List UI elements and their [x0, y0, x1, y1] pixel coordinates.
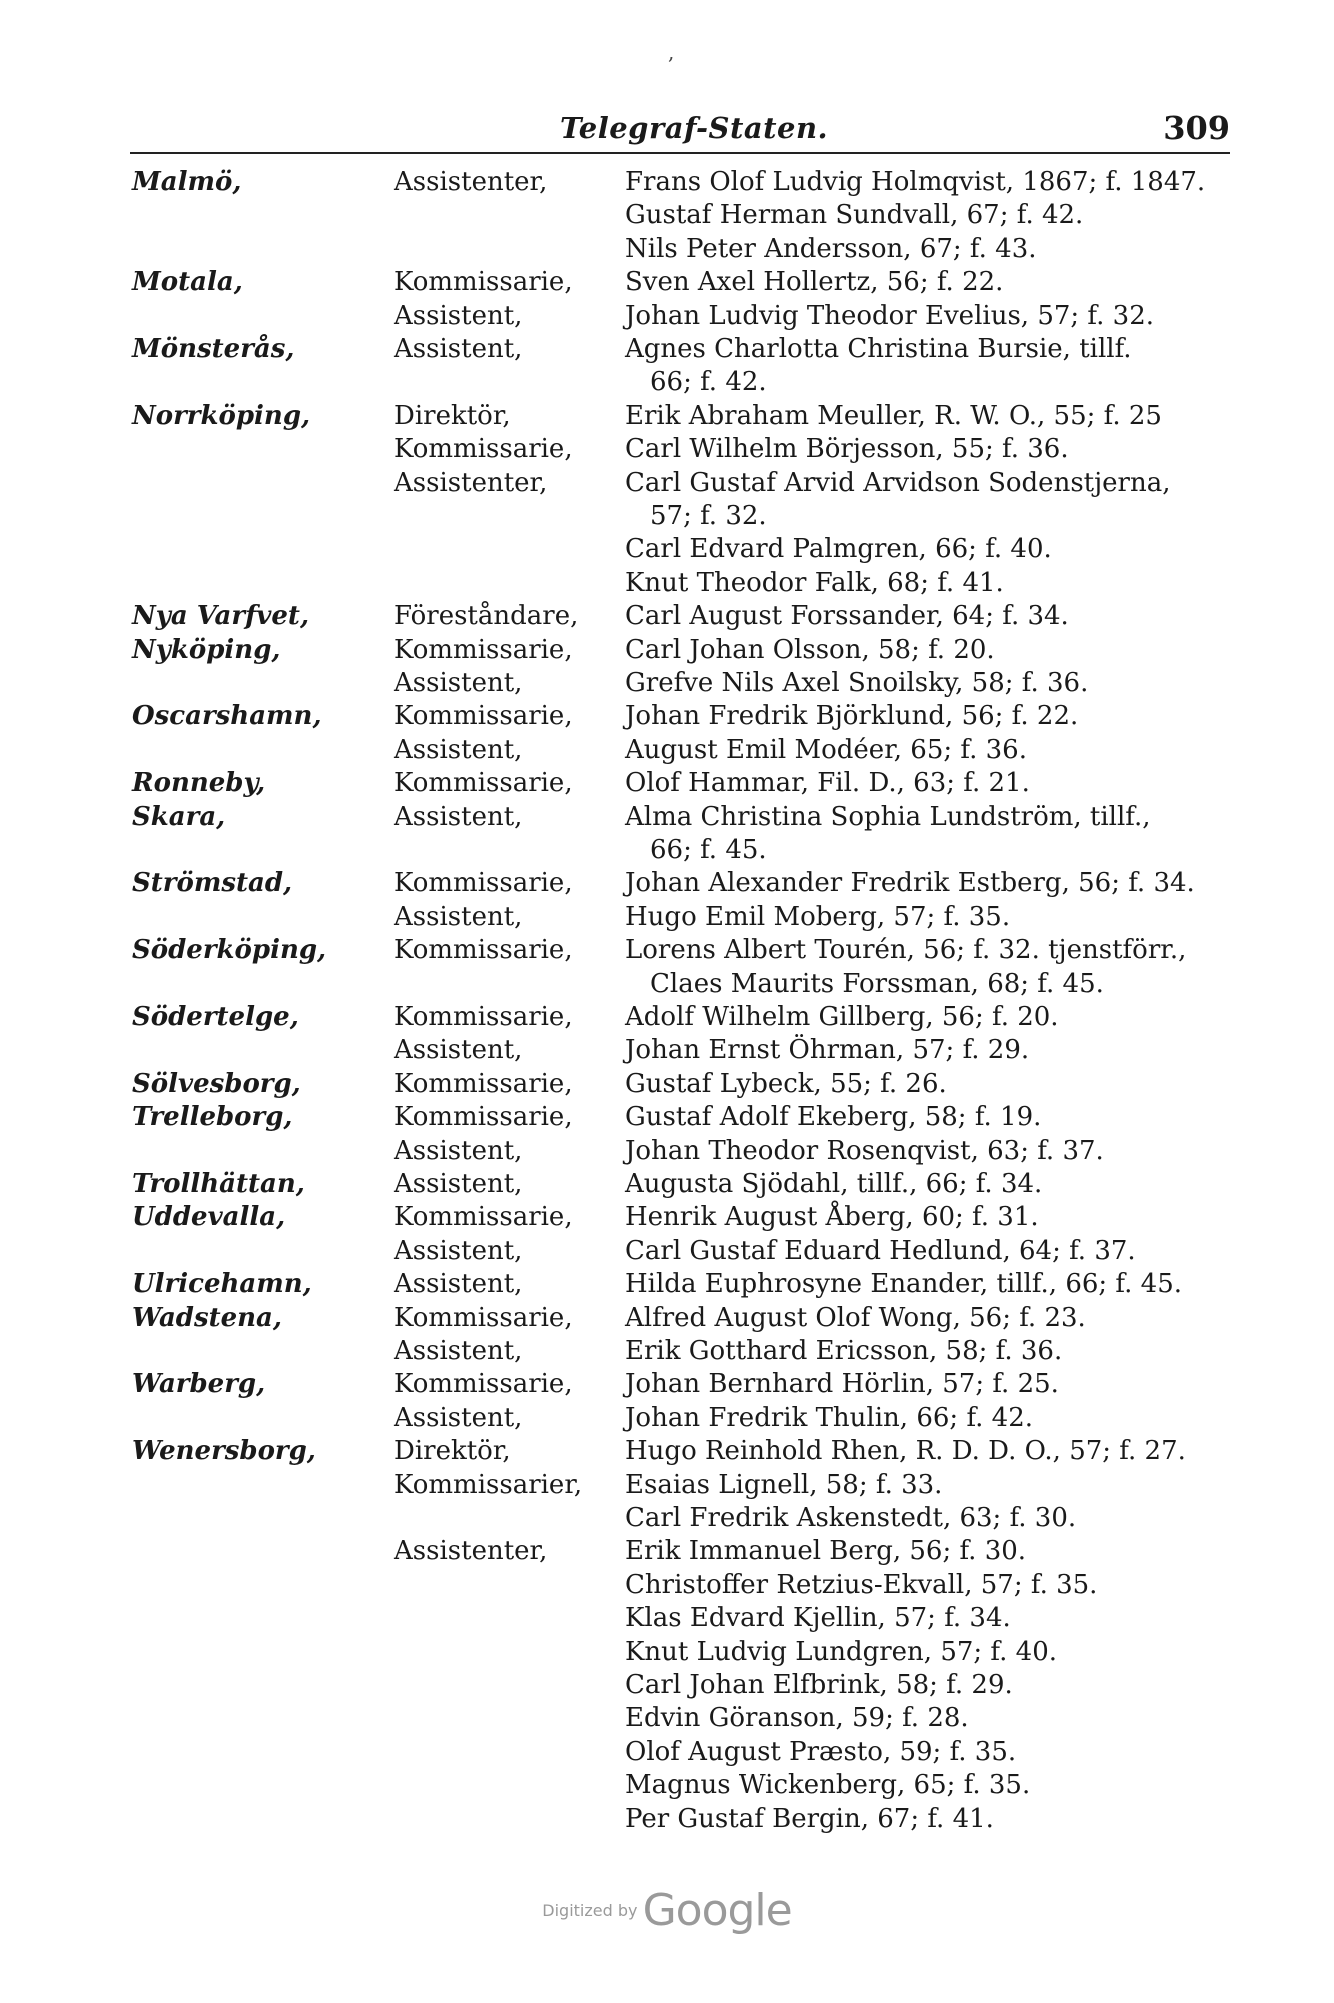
position-title: Kommissarie,	[394, 634, 573, 665]
place-name: Ronneby,	[132, 768, 266, 799]
person-entry: Johan Fredrik Thulin, 66; f. 42.	[625, 1402, 1034, 1433]
table-row	[0, 1803, 1334, 1836]
table-row	[0, 1469, 1334, 1502]
person-entry: Hugo Reinhold Rhen, R. D. D. O., 57; f. 27.	[625, 1436, 1186, 1467]
table-row	[0, 1402, 1334, 1435]
table-row	[0, 867, 1334, 900]
position-title: Kommissarie,	[394, 434, 573, 465]
person-entry: Knut Theodor Falk, 68; f. 41.	[625, 567, 1004, 598]
google-logo: Google	[642, 1885, 792, 1936]
person-entry: Lorens Albert Tourén, 56; f. 32. tjenstförr.,	[625, 935, 1187, 966]
person-entry: Per Gustaf Bergin, 67; f. 41.	[625, 1803, 994, 1834]
position-title: Direktör,	[394, 400, 511, 431]
person-entry: Olof Hammar, Fil. D., 63; f. 21.	[625, 768, 1030, 799]
position-title: Kommissarie,	[394, 868, 573, 899]
table-row	[0, 500, 1334, 533]
table-row	[0, 300, 1334, 333]
table-row	[0, 1368, 1334, 1401]
person-entry: Alfred August Olof Wong, 56; f. 23.	[625, 1302, 1086, 1333]
place-name: Nya Varfvet,	[132, 601, 309, 632]
position-title: Kommissarie,	[394, 1369, 573, 1400]
person-entry: Christoffer Retzius-Ekvall, 57; f. 35.	[625, 1569, 1098, 1600]
person-entry: Grefve Nils Axel Snoilsky, 58; f. 36.	[625, 668, 1089, 698]
running-header	[130, 104, 1230, 154]
table-row	[0, 834, 1334, 867]
table-row	[0, 333, 1334, 366]
person-entry: 57; f. 32.	[650, 501, 767, 531]
person-entry: Erik Gotthard Ericsson, 58; f. 36.	[625, 1336, 1063, 1366]
table-row	[0, 1636, 1334, 1669]
position-title: Assistent,	[394, 1336, 523, 1366]
person-entry: 66; f. 45.	[650, 835, 767, 865]
table-row	[0, 1201, 1334, 1234]
table-row	[0, 767, 1334, 800]
position-title: Assistent,	[394, 1169, 523, 1199]
position-title: Assistent,	[394, 1035, 523, 1066]
table-row	[0, 433, 1334, 466]
page-number: 309	[1163, 109, 1230, 147]
position-title: Assistenter,	[394, 467, 548, 498]
position-title: Assistent,	[394, 1269, 523, 1300]
person-entry: Gustaf Adolf Ekeberg, 58; f. 19.	[625, 1102, 1042, 1133]
position-title: Assistent,	[394, 901, 523, 932]
person-entry: Gustaf Lybeck, 55; f. 26.	[625, 1068, 947, 1099]
person-entry: 66; f. 42.	[650, 367, 767, 398]
position-title: Kommissarie,	[394, 267, 573, 298]
table-row	[0, 166, 1334, 199]
person-entry: Carl Edvard Palmgren, 66; f. 40.	[625, 534, 1052, 565]
table-row	[0, 567, 1334, 600]
position-title: Kommissarie,	[394, 1068, 573, 1099]
place-name: Söderköping,	[132, 935, 327, 966]
table-row	[0, 1068, 1334, 1101]
place-name: Mönsterås,	[132, 334, 295, 364]
table-row	[0, 934, 1334, 967]
table-row	[0, 801, 1334, 834]
digitized-by-label: Digitized by	[542, 1901, 638, 1920]
place-name: Ulricehamn,	[132, 1269, 312, 1300]
person-entry: Hilda Euphrosyne Enander, tillf., 66; f. 45.	[625, 1269, 1183, 1300]
table-row	[0, 1335, 1334, 1368]
position-title: Kommissarie,	[394, 1302, 573, 1333]
person-entry: Johan Ludvig Theodor Evelius, 57; f. 32.	[625, 300, 1155, 331]
person-entry: Claes Maurits Forssman, 68; f. 45.	[650, 968, 1104, 999]
table-row	[0, 467, 1334, 500]
person-entry: Esaias Lignell, 58; f. 33.	[625, 1469, 943, 1500]
place-name: Nyköping,	[132, 634, 281, 665]
person-entry: Nils Peter Andersson, 67; f. 43.	[625, 233, 1037, 264]
position-title: Assistenter,	[394, 1536, 548, 1567]
position-title: Kommissarie,	[394, 768, 573, 799]
table-row	[0, 1435, 1334, 1468]
place-name: Uddevalla,	[132, 1202, 286, 1233]
table-row	[0, 667, 1334, 700]
person-entry: Carl Johan Olsson, 58; f. 20.	[625, 634, 995, 665]
place-name: Oscarshamn,	[132, 701, 322, 732]
position-title: Assistent,	[394, 801, 523, 832]
table-row	[0, 1168, 1334, 1201]
person-entry: Carl Gustaf Eduard Hedlund, 64; f. 37.	[625, 1235, 1136, 1266]
person-entry: Agnes Charlotta Christina Bursie, tillf.	[625, 334, 1132, 364]
table-row	[0, 968, 1334, 1001]
table-row	[0, 1535, 1334, 1568]
position-title: Assistent,	[394, 734, 523, 765]
place-name: Motala,	[132, 267, 243, 298]
person-entry: Alma Christina Sophia Lundström, tillf.,	[625, 801, 1151, 832]
place-name: Warberg,	[132, 1369, 266, 1400]
table-row	[0, 199, 1334, 232]
table-row	[0, 366, 1334, 399]
table-row	[0, 233, 1334, 266]
person-entry: Carl August Forssander, 64; f. 34.	[625, 601, 1069, 632]
position-title: Föreståndare,	[394, 601, 579, 632]
table-row	[0, 1034, 1334, 1067]
place-name: Strömstad,	[132, 868, 293, 899]
person-entry: Johan Theodor Rosenqvist, 63; f. 37.	[625, 1135, 1104, 1166]
position-title: Kommissarie,	[394, 701, 573, 732]
position-title: Kommissarie,	[394, 1002, 573, 1032]
table-row	[0, 1268, 1334, 1301]
position-title: Kommissarie,	[394, 1102, 573, 1133]
person-entry: Knut Ludvig Lundgren, 57; f. 40.	[625, 1636, 1058, 1667]
person-entry: Gustaf Herman Sundvall, 67; f. 42.	[625, 200, 1084, 231]
table-row	[0, 1101, 1334, 1134]
person-entry: Hugo Emil Moberg, 57; f. 35.	[625, 901, 1011, 932]
position-title: Kommissarier,	[394, 1469, 583, 1500]
person-entry: Carl Wilhelm Börjesson, 55; f. 36.	[625, 434, 1069, 465]
table-row	[0, 1569, 1334, 1602]
table-row	[0, 1602, 1334, 1635]
person-entry: Johan Bernhard Hörlin, 57; f. 25.	[625, 1369, 1059, 1400]
stray-mark: ,	[668, 40, 675, 64]
person-entry: Carl Johan Elfbrink, 58; f. 29.	[625, 1670, 1013, 1700]
place-name: Sölvesborg,	[132, 1068, 301, 1099]
person-entry: Frans Olof Ludvig Holmqvist, 1867; f. 1847.	[625, 167, 1206, 197]
person-entry: Erik Abraham Meuller, R. W. O., 55; f. 25	[625, 400, 1162, 431]
position-title: Assistent,	[394, 1135, 523, 1166]
position-title: Kommissarie,	[394, 935, 573, 966]
position-title: Assistent,	[394, 300, 523, 331]
person-entry: Johan Ernst Öhrman, 57; f. 29.	[625, 1035, 1030, 1066]
place-name: Trollhättan,	[132, 1169, 305, 1199]
person-entry: Augusta Sjödahl, tillf., 66; f. 34.	[625, 1169, 1043, 1199]
table-row	[0, 1502, 1334, 1535]
person-entry: Johan Fredrik Björklund, 56; f. 22.	[625, 701, 1079, 732]
table-row	[0, 266, 1334, 299]
table-row	[0, 700, 1334, 733]
table-row	[0, 533, 1334, 566]
person-entry: Sven Axel Hollertz, 56; f. 22.	[625, 267, 1004, 298]
table-row	[0, 634, 1334, 667]
place-name: Wadstena,	[132, 1302, 282, 1333]
table-row	[0, 1235, 1334, 1268]
person-entry: Olof August Præsto, 59; f. 35.	[625, 1736, 1017, 1767]
person-entry: Klas Edvard Kjellin, 57; f. 34.	[625, 1603, 1011, 1634]
table-row	[0, 400, 1334, 433]
table-row	[0, 1702, 1334, 1735]
table-row	[0, 1769, 1334, 1802]
person-entry: Henrik August Åberg, 60; f. 31.	[625, 1202, 1039, 1233]
place-name: Skara,	[132, 801, 226, 832]
place-name: Trelleborg,	[132, 1102, 293, 1133]
table-row	[0, 1001, 1334, 1034]
table-row	[0, 1669, 1334, 1702]
position-title: Kommissarie,	[394, 1202, 573, 1233]
person-entry: Edvin Göranson, 59; f. 28.	[625, 1703, 969, 1734]
person-entry: Adolf Wilhelm Gillberg, 56; f. 20.	[625, 1002, 1059, 1032]
person-entry: Carl Gustaf Arvid Arvidson Sodenstjerna,	[625, 467, 1171, 498]
place-name: Norrköping,	[132, 400, 311, 431]
position-title: Assistenter,	[394, 167, 548, 197]
table-row	[0, 901, 1334, 934]
table-row	[0, 1302, 1334, 1335]
person-entry: Carl Fredrik Askenstedt, 63; f. 30.	[625, 1503, 1077, 1533]
place-name: Wenersborg,	[132, 1436, 316, 1467]
table-row	[0, 734, 1334, 767]
place-name: Malmö,	[132, 167, 242, 197]
table-row	[0, 600, 1334, 633]
person-entry: Johan Alexander Fredrik Estberg, 56; f. 34.	[625, 868, 1195, 899]
position-title: Assistent,	[394, 668, 523, 698]
place-name: Södertelge,	[132, 1002, 299, 1032]
digitization-watermark	[0, 1885, 1334, 1936]
person-entry: Magnus Wickenberg, 65; f. 35.	[625, 1770, 1031, 1801]
page-title: Telegraf-Staten.	[560, 111, 829, 145]
position-title: Assistent,	[394, 334, 523, 364]
position-title: Assistent,	[394, 1235, 523, 1266]
position-title: Direktör,	[394, 1436, 511, 1467]
table-row	[0, 1736, 1334, 1769]
person-entry: August Emil Modéer, 65; f. 36.	[625, 734, 1027, 765]
person-entry: Erik Immanuel Berg, 56; f. 30.	[625, 1536, 1027, 1567]
position-title: Assistent,	[394, 1402, 523, 1433]
table-row	[0, 1135, 1334, 1168]
